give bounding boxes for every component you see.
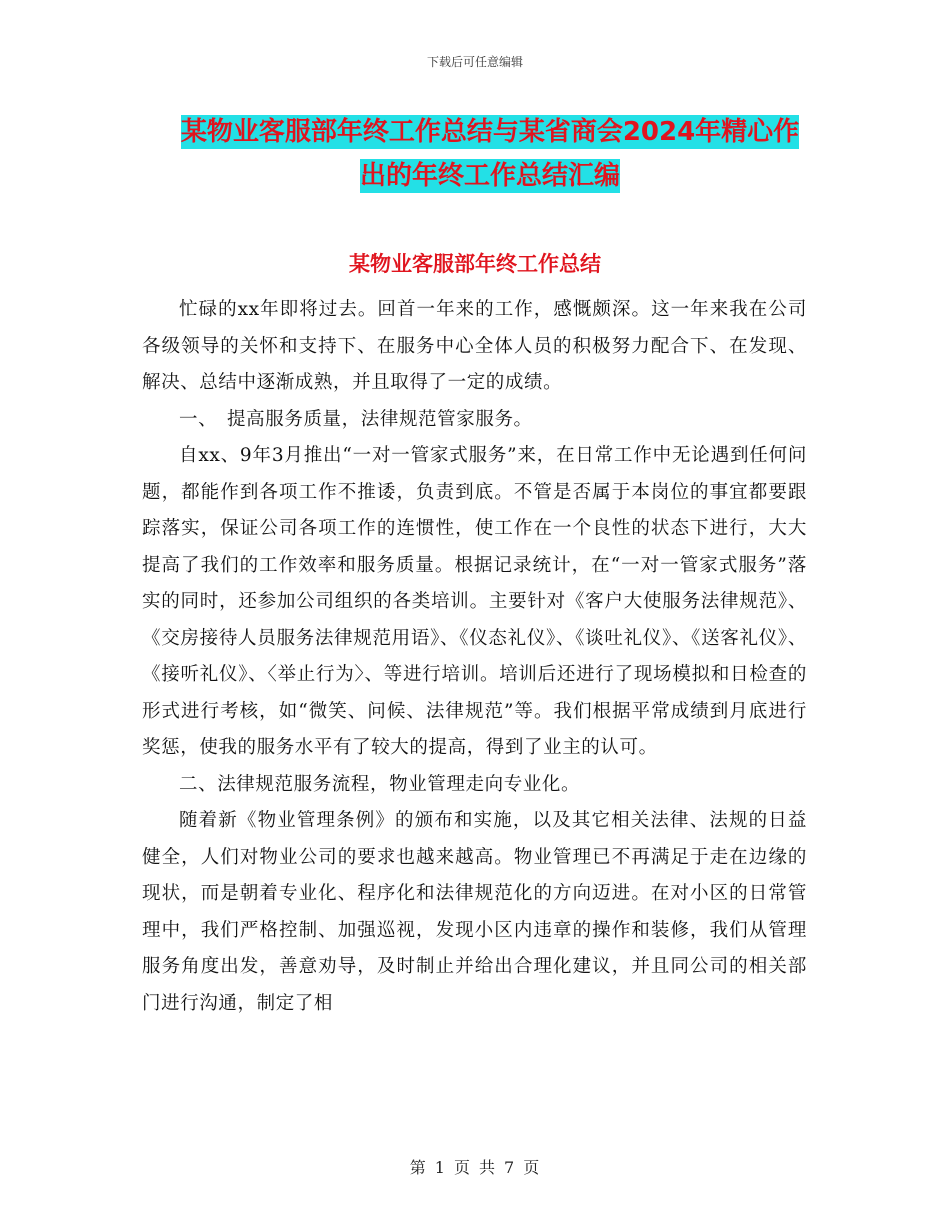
footer-label-total: 共	[479, 1158, 497, 1177]
footer-current-page: 1	[434, 1158, 446, 1177]
section-title: 某物业客服部年终工作总结	[349, 252, 601, 276]
document-title-line-2: 出的年终工作总结汇编	[359, 161, 620, 191]
paragraph: 随着新《物业管理条例》的颁布和实施，以及其它相关法律、法规的日益健全，人们对物业公司的要求也越来越高。物业管理已不再满足于走在边缘的现状，而是朝着专业化、程序化和法律规范化的方向迈进。在对小区的日常管理中，我们严格控制、加强巡视，发现小区内违章的操作和装修，我们从管理服务角度出发，善意劝导，及时制止并给出合理化建议，并且同公司的相关部门进行沟通，制定了相	[142, 810, 807, 1014]
footer-label-page: 第	[409, 1158, 427, 1177]
document-title-line-1: 某物业客服部年终工作总结与某省商会2024年精心作	[180, 117, 800, 147]
page-footer	[0, 1155, 950, 1178]
document-body	[142, 292, 807, 1022]
paragraph: 一、 提高服务质量，法律规范管家服务。	[179, 408, 533, 430]
paragraph: 忙碌的xx年即将过去。回首一年来的工作，感慨颇深。这一年来我在公司各级领导的关怀和支持下、在服务中心全体人员的积极努力配合下、在发现、解决、总结中逐渐成熟，并且取得了一定的成绩。	[142, 299, 807, 393]
footer-total-pages: 7	[504, 1158, 516, 1177]
paragraph: 自xx、9年3月推出“一对一管家式服务”来，在日常工作中无论遇到任何问题，都能作到各项工作不推诿，负责到底。不管是否属于本岗位的事宜都要跟踪落实，保证公司各项工作的连惯性，使工作在一个良性的状态下进行，大大提高了我们的工作效率和服务质量。根据记录统计，在“一对一管家式服务”落实的同时，还参加公司组织的各类培训。主要针对《客户大使服务法律规范》、《交房接待人员服务法律规范用语》、《仪态礼仪》、《谈吐礼仪》、《送客礼仪》、《接听礼仪》、〈举止行为〉、等进行培训。培训后还进行了现场模拟和日检查的形式进行考核，如“微笑、问候、法律规范”等。我们根据平常成绩到月底进行奖惩，使我的服务水平有了较大的提高，得到了业主的认可。	[142, 445, 807, 758]
paragraph: 二、法律规范服务流程，物业管理走向专业化。	[179, 773, 581, 795]
document-title	[140, 110, 840, 198]
footer-label-ye: 页	[453, 1158, 471, 1177]
footer-label-ye-2: 页	[523, 1158, 541, 1177]
page-header-note: 下载后可任意编辑	[426, 55, 523, 69]
